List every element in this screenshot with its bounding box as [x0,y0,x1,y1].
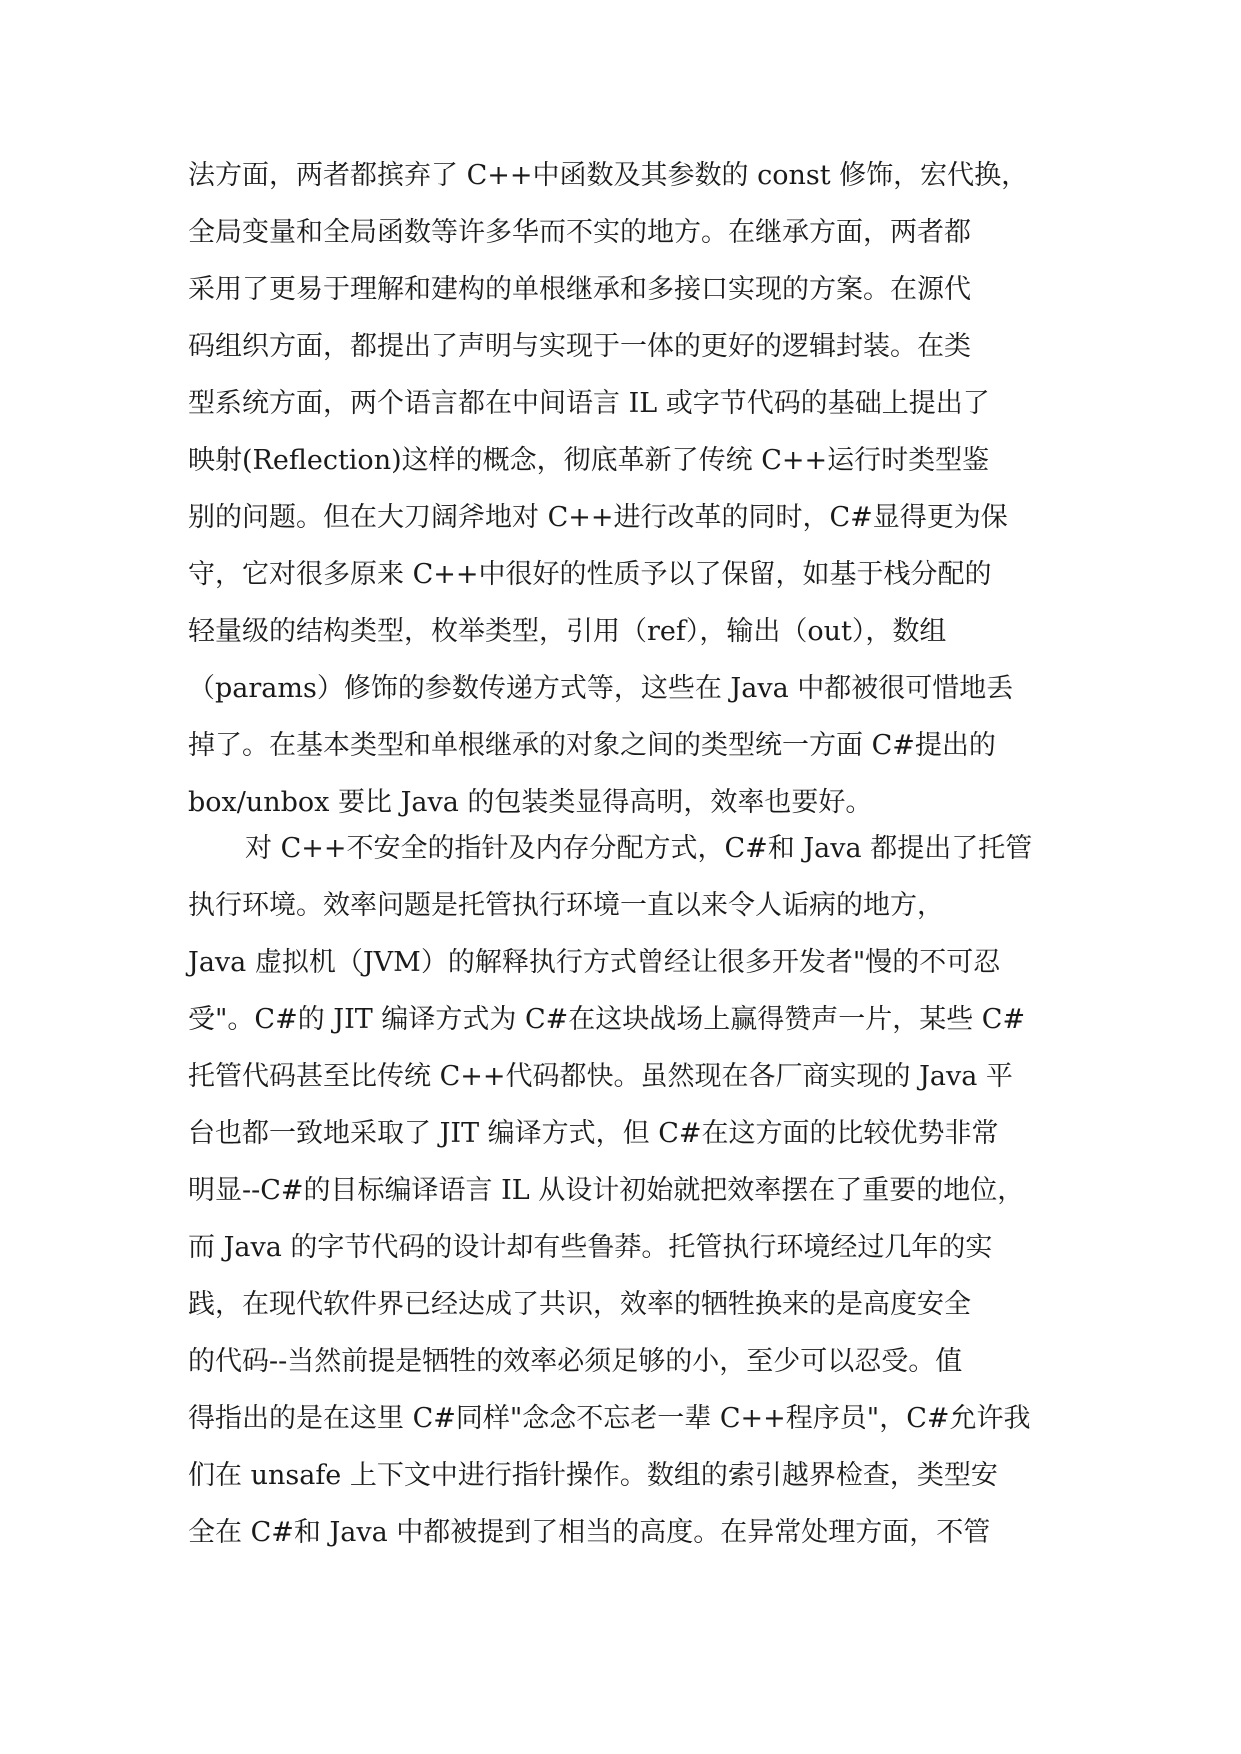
text-line: 对 C++不安全的指针及内存分配方式，C#和 Java 都提出了托管 [245,833,1033,864]
paragraph-managed-execution [188,820,1088,1561]
text-line: 型系统方面，两个语言都在中间语言 IL 或字节代码的基础上提出了 [188,388,990,419]
text-line: 台也都一致地采取了 JIT 编译方式，但 C#在这方面的比较优势非常 [188,1118,999,1149]
text-line: 法方面，两者都摈弃了 C++中函数及其参数的 const 修饰，宏代换， [188,160,1029,191]
text-line: 而 Java 的字节代码的设计却有些鲁莽。托管执行环境经过几年的实 [188,1232,993,1263]
text-line: 全在 C#和 Java 中都被提到了相当的高度。在异常处理方面，不管 [188,1517,991,1548]
text-line: box/unbox 要比 Java 的包装类显得高明，效率也要好。 [188,787,873,818]
paragraph-language-features [188,147,1088,831]
text-line: 执行环境。效率问题是托管执行环境一直以来令人诟病的地方， [188,890,944,921]
text-line: 掉了。在基本类型和单根继承的对象之间的类型统一方面 C#提出的 [188,730,996,761]
text-line: 守，它对很多原来 C++中很好的性质予以了保留，如基于栈分配的 [188,559,992,590]
text-line: 明显--C#的目标编译语言 IL 从设计初始就把效率摆在了重要的地位， [188,1175,1025,1206]
text-line: 采用了更易于理解和建构的单根继承和多接口实现的方案。在源代 [188,274,971,305]
text-line: 得指出的是在这里 C#同样"念念不忘老一辈 C++程序员"，C#允许我 [188,1403,1031,1434]
text-line: Java 虚拟机（JVM）的解释执行方式曾经让很多开发者"慢的不可忍 [188,947,1001,978]
text-line: 践，在现代软件界已经达成了共识，效率的牺牲换来的是高度安全 [188,1289,971,1320]
text-line: 全局变量和全局函数等许多华而不实的地方。在继承方面，两者都 [188,217,971,248]
text-line: 受"。C#的 JIT 编译方式为 C#在这块战场上赢得赞声一片，某些 C# [188,1004,1026,1035]
text-line: 托管代码甚至比传统 C++代码都快。虽然现在各厂商实现的 Java 平 [188,1061,1013,1092]
text-line: 轻量级的结构类型，枚举类型，引用（ref），输出（out），数组 [188,616,947,647]
text-line: 别的问题。但在大刀阔斧地对 C++进行改革的同时，C#显得更为保 [188,502,1008,533]
text-line: （params）修饰的参数传递方式等，这些在 Java 中都被很可惜地丢 [188,673,1014,704]
text-line: 码组织方面，都提出了声明与实现于一体的更好的逻辑封装。在类 [188,331,971,362]
text-line: 的代码--当然前提是牺牲的效率必须足够的小，至少可以忍受。值 [188,1346,963,1377]
text-line: 映射(Reflection)这样的概念，彻底革新了传统 C++运行时类型鉴 [188,445,990,476]
text-line: 们在 unsafe 上下文中进行指针操作。数组的索引越界检查，类型安 [188,1460,998,1491]
